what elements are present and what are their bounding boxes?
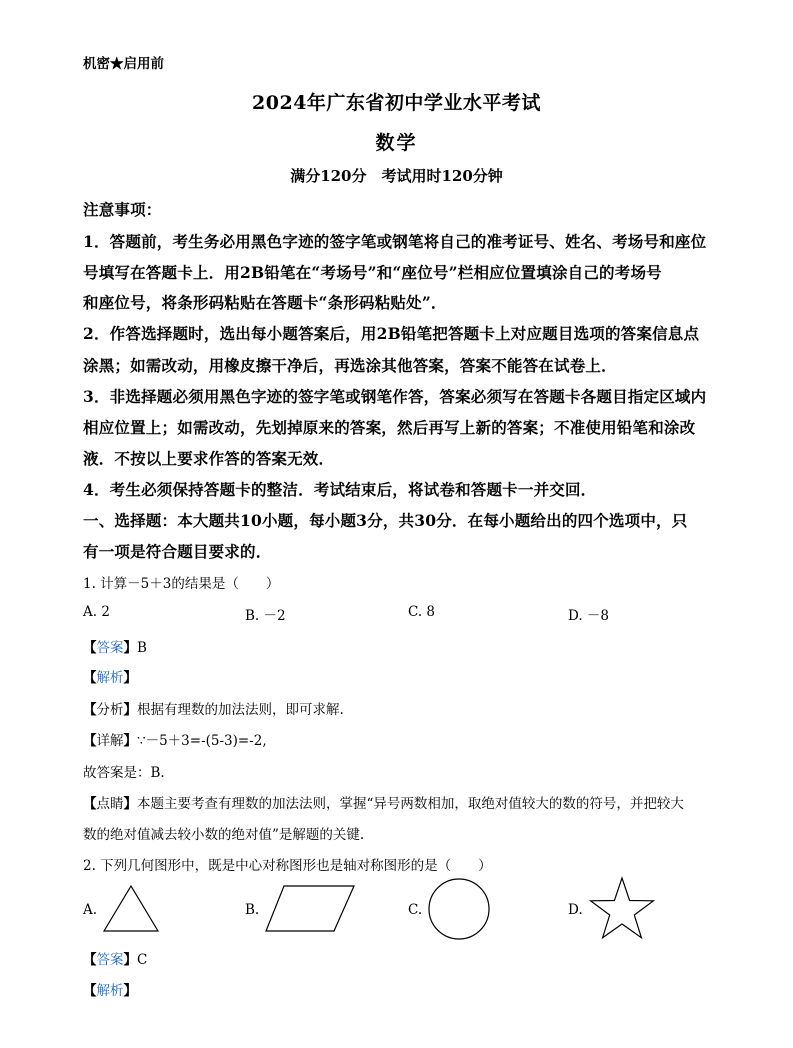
subject-title: 数学: [375, 132, 418, 154]
notes-line: 2．作答选择题时，选出每小题答案后，用2B铅笔把答题卡上对应题目选项的答案信息点: [83, 324, 700, 343]
circle-shape: [426, 877, 492, 941]
q2-option-c: C.: [408, 902, 423, 918]
q2-analysis-line: 【解析】: [83, 983, 137, 999]
q1-fenxi-line: 【分析】根据有理数的加法法则，即可求解.: [83, 702, 344, 718]
q1-dianjing-line: 【点睛】本题主要考查有理数的加法法则，掌握“异号两数相加，取绝对值较大的数的符号，并把较大: [83, 796, 684, 812]
q1-option-d: D. －8: [568, 608, 610, 624]
q2-stem: 2. 下列几何图形中，既是中心对称图形也是轴对称图形的是（ ）: [83, 858, 492, 874]
analysis-tag: 解析: [96, 670, 124, 686]
section-heading-line: 有一项是符合题目要求的．: [83, 542, 272, 561]
xiangjie-tag: 详解: [96, 733, 124, 749]
q2-option-d: D.: [568, 902, 583, 918]
answer-value: B: [137, 640, 147, 656]
q1-option-a: A. 2: [83, 604, 110, 620]
section-heading-line: 一、选择题：本大题共10小题，每小题3分，共30分．在每小题给出的四个选项中，只: [83, 511, 688, 530]
q1-xiangjie-line: 【详解】∵－5＋3=-(5-3)=-2,: [83, 733, 267, 749]
notes-line: 号填写在答题卡上．用2B铅笔在“考场号”和“座位号”栏相应位置填涂自己的考场号: [83, 263, 662, 282]
notes-line: 液．不按以上要求作答的答案无效．: [83, 449, 335, 468]
star-shape: [588, 876, 656, 942]
score-time-line: 满分120分 考试用时120分钟: [290, 167, 503, 185]
analysis-tag: 解析: [96, 983, 124, 999]
dianjing-tag: 点睛: [96, 796, 124, 812]
fenxi-tag: 分析: [96, 702, 124, 718]
confidential-label: 机密★启用前: [83, 56, 164, 72]
notes-line: 相应位置上；如需改动，先划掉原来的答案，然后再写上新的答案；不准使用铅笔和涂改: [83, 418, 696, 437]
q2-option-a: A.: [83, 902, 98, 918]
answer-tag: 答案: [96, 640, 124, 656]
notes-line: 1．答题前，考生务必用黑色字迹的签字笔或钢笔将自己的准考证号、姓名、考场号和座位: [83, 232, 707, 251]
q1-option-b: B. －2: [245, 608, 286, 624]
notes-line: 4．考生必须保持答题卡的整洁．考试结束后，将试卷和答题卡一并交回．: [83, 480, 597, 499]
answer-value: C: [137, 952, 148, 968]
parallelogram-shape: [264, 884, 356, 934]
q2-option-b: B.: [245, 902, 260, 918]
notes-heading: 注意事项：: [83, 200, 162, 219]
notes-line: 3．非选择题必须用黑色字迹的签字笔或钢笔作答，答案必须写在答题卡各题目指定区域内: [83, 387, 707, 406]
triangle-shape: [102, 884, 160, 934]
q1-conclusion: 故答案是：B.: [83, 765, 165, 781]
q1-answer-line: 【答案】B: [83, 640, 147, 656]
xiangjie-text: ∵－5＋3=-(5-3)=-2,: [137, 733, 267, 749]
fenxi-text: 根据有理数的加法法则，即可求解.: [137, 702, 344, 718]
notes-line: 和座位号，将条形码粘贴在答题卡“条形码粘贴处”．: [83, 293, 447, 312]
exam-title: 2024年广东省初中学业水平考试: [252, 92, 541, 114]
q1-stem: 1. 计算－5＋3的结果是（ ）: [83, 576, 280, 592]
q1-dianjing-line-2: 数的绝对值减去较小数的绝对值”是解题的关键.: [83, 827, 365, 843]
dianjing-text: 本题主要考查有理数的加法法则，掌握“异号两数相加，取绝对值较大的数的符号，并把较大: [137, 796, 684, 812]
answer-tag: 答案: [96, 952, 124, 968]
q2-answer-line: 【答案】C: [83, 952, 148, 968]
q1-analysis-line: 【解析】: [83, 670, 137, 686]
q1-option-c: C. 8: [408, 604, 436, 620]
notes-line: 涂黑；如需改动，用橡皮擦干净后，再选涂其他答案，答案不能答在试卷上．: [83, 356, 617, 375]
